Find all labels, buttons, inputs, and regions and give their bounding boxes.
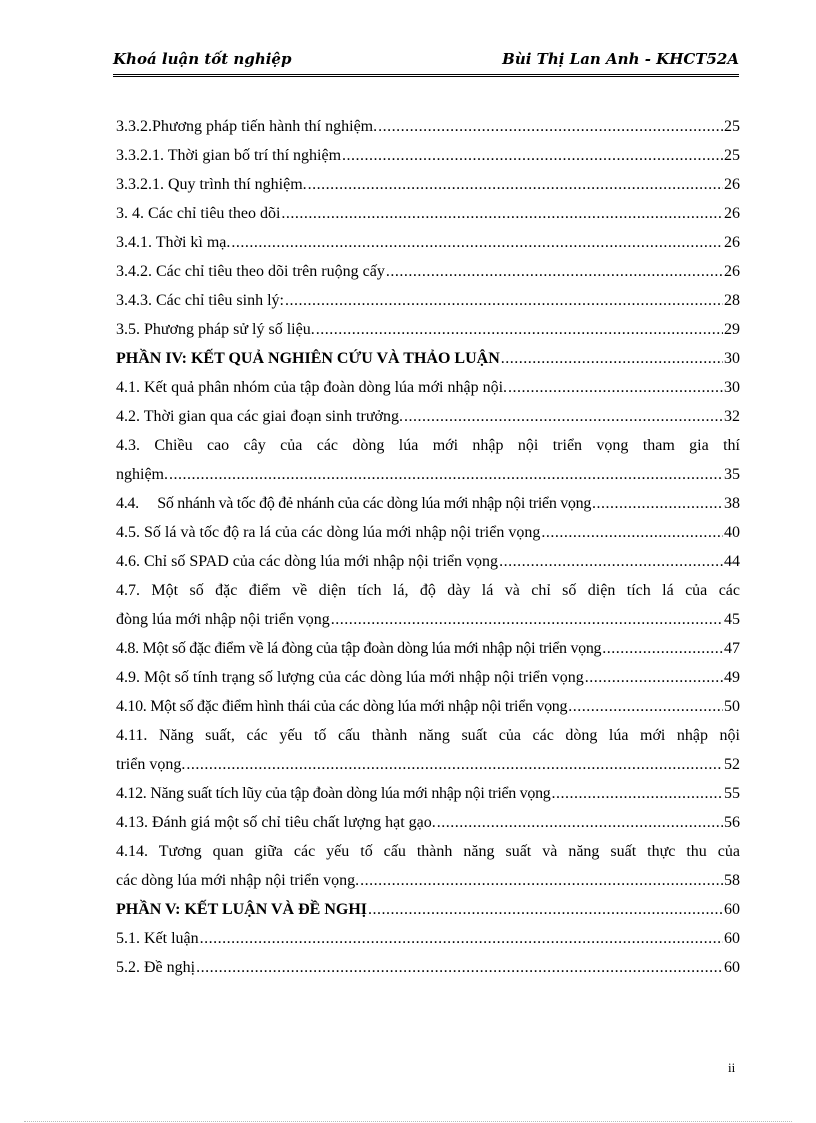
toc-leader-dots xyxy=(342,141,723,170)
toc-entry-title: 4.12. Năng suất tích lũy của tập đoàn dòng lúa mới nhập nội triển vọng xyxy=(116,785,551,802)
toc-entry-title: 4.8. Một số đặc điểm về lá đòng của tập đoàn dòng lúa mới nhập nội triển vọng xyxy=(116,640,602,657)
toc-leader-dots xyxy=(585,663,723,692)
toc-entry-page: 58 xyxy=(724,872,740,889)
toc-entry-line1[interactable]: 4.11. Năng suất, các yếu tố cấu thành năng suất của các dòng lúa mới nhập nội xyxy=(116,727,740,744)
toc-entry-page: 60 xyxy=(724,901,740,918)
toc-entry[interactable] xyxy=(116,199,740,228)
toc-entry-title: 3.3.2.1. Thời gian bố trí thí nghiệm xyxy=(116,147,342,164)
toc-entry-line1[interactable]: 4.7. Một số đặc điểm về diện tích lá, độ dày lá và chỉ số diện tích lá của các xyxy=(116,582,740,599)
header-author: Bùi Thị Lan Anh - KHCT52A xyxy=(502,50,739,68)
toc-entry-page: 28 xyxy=(724,292,740,309)
toc-entry[interactable] xyxy=(116,663,740,692)
toc-entry-title: 3. 4. Các chỉ tiêu theo dõi xyxy=(116,205,281,222)
toc-entry-title: PHẦN V: KẾT LUẬN VÀ ĐỀ NGHỊ xyxy=(116,901,368,918)
table-of-contents xyxy=(116,112,740,982)
toc-entry-title: 4.10. Một số đặc điểm hình thái của các dòng lúa mới nhập nội triển vọng xyxy=(116,698,568,715)
toc-entry-page: 50 xyxy=(724,698,740,715)
toc-entry-page: 49 xyxy=(724,669,740,686)
toc-entry-title: 3.3.2.1. Quy trình thí nghiệm. xyxy=(116,176,307,193)
toc-leader-dots xyxy=(499,547,723,576)
toc-leader-dots xyxy=(308,170,723,199)
toc-entry[interactable] xyxy=(116,402,740,431)
toc-leader-dots xyxy=(552,779,724,808)
toc-leader-dots xyxy=(541,518,723,547)
toc-entry-title: 3.4.1. Thời kì mạ. xyxy=(116,234,231,251)
toc-leader-dots xyxy=(169,460,723,489)
toc-entry-title: 3.5. Phương pháp sử lý số liệu. xyxy=(116,321,315,338)
toc-entry-page: 25 xyxy=(724,118,740,135)
toc-entry-page: 60 xyxy=(724,930,740,947)
page-number: ii xyxy=(728,1060,736,1075)
toc-entry[interactable] xyxy=(116,112,740,141)
page-header xyxy=(113,46,739,77)
toc-part-heading[interactable] xyxy=(116,895,740,924)
toc-entry-title: 4.2. Thời gian qua các giai đoạn sinh trưởng. xyxy=(116,408,404,425)
toc-entry-title: 4.6. Chỉ số SPAD của các dòng lúa mới nhập nội triển vọng xyxy=(116,553,499,570)
toc-entry-title: 3.3.2.Phương pháp tiến hành thí nghiệm. xyxy=(116,118,378,135)
toc-leader-dots xyxy=(602,634,723,663)
toc-entry-page: 45 xyxy=(724,611,740,628)
toc-entry[interactable] xyxy=(116,315,740,344)
toc-leader-dots xyxy=(437,808,723,837)
toc-entry-line1[interactable]: 4.3. Chiều cao cây của các dòng lúa mới nhập nội triển vọng tham gia thí xyxy=(116,437,740,454)
toc-entry[interactable] xyxy=(116,692,740,721)
toc-leader-dots xyxy=(508,373,723,402)
toc-entry-title: 3.4.2. Các chỉ tiêu theo dõi trên ruộng cấy xyxy=(116,263,385,280)
toc-entry-page: 47 xyxy=(724,640,740,657)
toc-entry-page: 40 xyxy=(724,524,740,541)
toc-leader-dots xyxy=(404,402,723,431)
toc-entry-page: 52 xyxy=(724,756,740,773)
toc-leader-dots xyxy=(285,286,723,315)
toc-leader-dots xyxy=(592,489,723,518)
toc-entry-title: 5.2. Đề nghị xyxy=(116,959,196,976)
toc-leader-dots xyxy=(186,750,723,779)
toc-entry-title: 5.1. Kết luận xyxy=(116,930,199,947)
toc-leader-dots xyxy=(378,112,723,141)
toc-entry-page: 30 xyxy=(724,379,740,396)
toc-entry[interactable] xyxy=(116,866,740,895)
toc-entry-page: 30 xyxy=(724,350,740,367)
toc-entry-title: đòng lúa mới nhập nội triển vọng xyxy=(116,611,330,628)
toc-entry[interactable] xyxy=(116,489,740,518)
toc-entry[interactable] xyxy=(116,605,740,634)
toc-entry[interactable] xyxy=(116,953,740,982)
toc-entry-title: 4.1. Kết quả phân nhóm của tập đoàn dòng lúa mới nhập nội. xyxy=(116,379,508,396)
toc-entry-page: 32 xyxy=(724,408,740,425)
toc-entry-page: 38 xyxy=(724,495,740,512)
toc-leader-dots xyxy=(386,257,723,286)
toc-entry[interactable] xyxy=(116,228,740,257)
toc-entry[interactable] xyxy=(116,518,740,547)
header-thesis-label: Khoá luận tốt nghiệp xyxy=(113,50,292,68)
toc-leader-dots xyxy=(331,605,723,634)
toc-entry[interactable] xyxy=(116,808,740,837)
toc-entry[interactable] xyxy=(116,141,740,170)
toc-entry-title: 3.4.3. Các chỉ tiêu sinh lý: xyxy=(116,292,284,309)
toc-entry-title: 4.5. Số lá và tốc độ ra lá của các dòng lúa mới nhập nội triển vọng xyxy=(116,524,541,541)
toc-leader-dots xyxy=(231,228,723,257)
toc-leader-dots xyxy=(368,895,723,924)
toc-entry-title: các dòng lúa mới nhập nội triển vọng. xyxy=(116,872,360,889)
toc-entry-page: 26 xyxy=(724,263,740,280)
toc-entry-title: 4.13. Đánh giá một số chỉ tiêu chất lượng hạt gạo. xyxy=(116,814,436,831)
toc-entry[interactable] xyxy=(116,634,740,663)
toc-entry-page: 26 xyxy=(724,176,740,193)
toc-entry[interactable] xyxy=(116,779,740,808)
toc-entry-page: 60 xyxy=(724,959,740,976)
toc-entry-page: 56 xyxy=(724,814,740,831)
toc-entry-title: 4.4. Số nhánh và tốc độ đẻ nhánh của các dòng lúa mới nhập nội triển vọng xyxy=(116,495,592,512)
toc-entry-page: 26 xyxy=(724,205,740,222)
toc-entry-page: 25 xyxy=(724,147,740,164)
toc-leader-dots xyxy=(360,866,723,895)
toc-leader-dots xyxy=(281,199,723,228)
toc-entry-title: nghiệm. xyxy=(116,466,168,483)
toc-entry-title: PHẦN IV: KẾT QUẢ NGHIÊN CỨU VÀ THẢO LUẬN xyxy=(116,350,500,367)
toc-entry-page: 26 xyxy=(724,234,740,251)
toc-entry-page: 29 xyxy=(724,321,740,338)
toc-entry-page: 44 xyxy=(724,553,740,570)
toc-entry-title: triển vọng. xyxy=(116,756,186,773)
toc-entry-title: 4.9. Một số tính trạng số lượng của các dòng lúa mới nhập nội triển vọng xyxy=(116,669,584,686)
toc-entry-line1[interactable]: 4.14. Tương quan giữa các yếu tố cấu thành năng suất và năng suất thực thu của xyxy=(116,843,740,860)
toc-entry[interactable] xyxy=(116,170,740,199)
toc-entry[interactable] xyxy=(116,373,740,402)
toc-entry[interactable] xyxy=(116,750,740,779)
toc-entry[interactable] xyxy=(116,547,740,576)
toc-entry-page: 55 xyxy=(724,785,740,802)
toc-leader-dots xyxy=(501,344,723,373)
toc-leader-dots xyxy=(316,315,723,344)
toc-entry[interactable] xyxy=(116,460,740,489)
toc-part-heading[interactable] xyxy=(116,344,740,373)
toc-leader-dots xyxy=(568,692,723,721)
toc-leader-dots xyxy=(200,924,723,953)
toc-entry[interactable] xyxy=(116,286,740,315)
footer-divider xyxy=(24,1121,792,1122)
toc-leader-dots xyxy=(196,953,723,982)
toc-entry[interactable] xyxy=(116,924,740,953)
toc-entry[interactable] xyxy=(116,257,740,286)
toc-entry-page: 35 xyxy=(724,466,740,483)
